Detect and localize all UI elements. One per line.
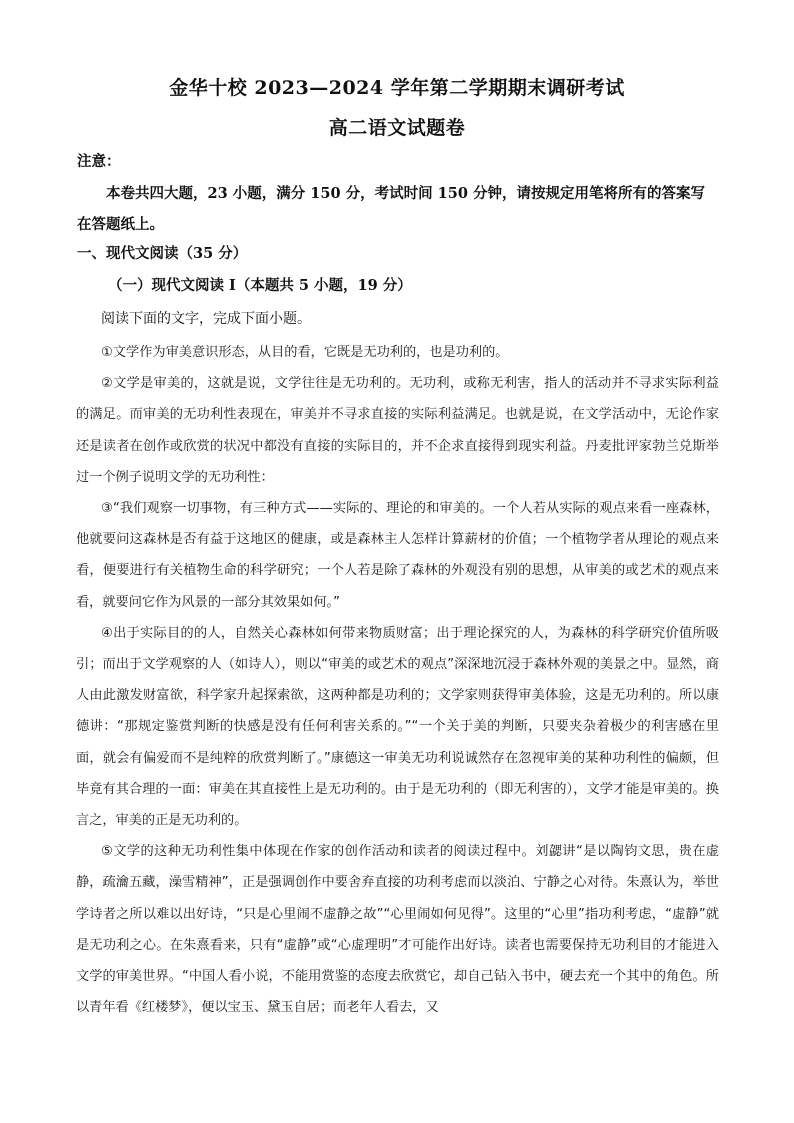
paragraph-4: ④出于实际目的的人，自然关心森林如何带来物质财富；出于理论探究的人，为森林的科学研究价值所吸引；而出于文学观察的人（如诗人），则以“审美的或艺术的观点”深深地沉浸于森林外观的美景之中。显然，商人由此激发财富欲，科学家升起探索欲，这两种都是功利的；文学家则获得审美体验，这是无功利的。所以康德讲：“那规定鉴赏判断的快感是没有任何利害关系的。”“一个关于美的判断，只要夹杂着极少的利害感在里面，就会有偏爱而不是纯粹的欣赏判断了。”康德这一审美无功利说诚然存在忽视审美的某种功利性的偏颇，但毕竟有其合理的一面：审美在其直接性上是无功利的。由于是无功利的（即无利害的），文学才能是审美的。换言之，审美的正是无功利的。 xyxy=(76,625,719,829)
notice-text: 本卷共四大题，23 小题，满分 150 分，考试时间 150 分钟，请按规定用笔将所有的答案写在答题纸上。 xyxy=(77,185,705,233)
paragraph-1: ①文学作为审美意识形态，从目的看，它既是无功利的，也是功利的。 xyxy=(101,345,509,360)
section-title: 一、现代文阅读（35 分） xyxy=(77,245,248,262)
exam-title: 金华十校 2023—2024 学年第二学期期末调研考试 xyxy=(169,77,625,99)
reading-passage xyxy=(76,337,719,1023)
exam-subtitle: 高二语文试题卷 xyxy=(328,117,466,139)
paragraph-3: ③“我们观察一切事物，有三种方式——实际的、理论的和审美的。一个人若从实际的观点来看一座森林，他就要问这森林是否有益于这地区的健康，或是森林主人怎样计算薪材的价值；一个植物学者从理论的观点来看，便要进行有关植物生命的科学研究；一个人若是除了森林的外观没有别的思想，从审美的或艺术的观点来看，就要问它作为风景的一部分其效果如何。” xyxy=(76,501,719,610)
paragraph-5: ⑤文学的这种无功利性集中体现在作家的创作活动和读者的阅读过程中。刘勰讲“是以陶钧文思，贵在虚静，疏瀹五藏，澡雪精神”，正是强调创作中要舍弃直接的功利考虑而以淡泊、宁静之心对待。朱熹认为，举世学诗者之所以难以出好诗，“只是心里闹不虚静之故”“心里闹如何见得”。这里的“心里”指功利考虑，“虚静”就是无功利之心。在朱熹看来，只有“虚静”或“心虚理明”才可能作出好诗。读者也需要保持无功利目的才能进入文学的审美世界。“中国人看小说，不能用赏鉴的态度去欣赏它，却自己钻入书中，硬去充一个其中的角色。所以青年看《红楼梦》，便以宝玉、黛玉自居；而老年人看去，又 xyxy=(76,844,719,1016)
notice-label: 注意： xyxy=(77,153,121,170)
paragraph-2: ②文学是审美的，这就是说，文学往往是无功利的。无功利，或称无利害，指人的活动并不寻求实际利益的满足。而审美的无功利性表现在，审美并不寻求直接的实际利益满足。也就是说，在文学活动中，无论作家还是读者在创作或欣赏的状况中都没有直接的实际目的，并不企求直接得到现实利益。丹麦批评家勃兰兑斯举过一个例子说明文学的无功利性： xyxy=(76,376,719,485)
subsection-title: （一）现代文阅读 I（本题共 5 小题，19 分） xyxy=(108,277,412,294)
reading-instruction: 阅读下面的文字，完成下面小题。 xyxy=(101,311,311,327)
